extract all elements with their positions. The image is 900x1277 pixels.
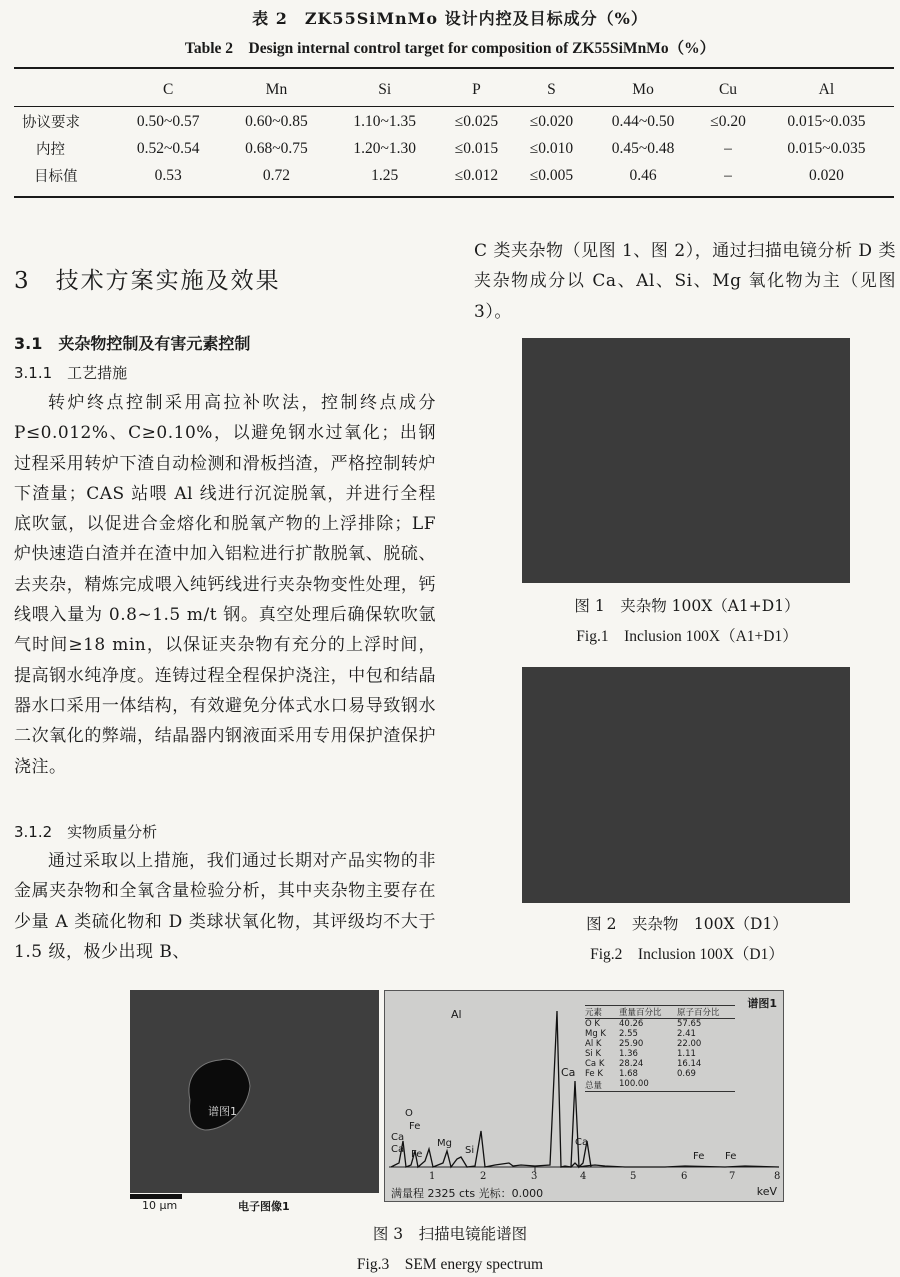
- table-cell: 1.25: [371, 166, 399, 184]
- table-cell: 0.53: [154, 166, 182, 184]
- peak-label-ca-low: Ca: [391, 1132, 405, 1143]
- element-cell: 16.14: [677, 1059, 702, 1069]
- x-tick-label: 6: [681, 1171, 688, 1182]
- element-cell: 100.00: [619, 1079, 649, 1089]
- inclusion-particle: [130, 990, 379, 1193]
- figure-2-caption-cn: 图 2 夹杂物 100X（D1）: [586, 915, 788, 933]
- table-cell: 0.72: [262, 166, 290, 184]
- spectrum-unit: keV: [756, 1185, 777, 1198]
- element-cell: 总量: [585, 1081, 603, 1091]
- figure-3-caption-cn: 图 3 扫描电镜能谱图: [372, 1225, 528, 1243]
- peak-label-ca: Ca: [561, 1066, 576, 1079]
- element-cell: Si K: [585, 1049, 602, 1059]
- x-tick-label: 7: [729, 1171, 736, 1182]
- subsection-title: 3.1 夹杂物控制及有害元素控制: [14, 334, 251, 353]
- row-label: 内控: [36, 142, 65, 158]
- table-cell: –: [724, 139, 732, 157]
- element-cell: 28.24: [619, 1059, 644, 1069]
- subsubsection-title-1: 3.1.1 工艺措施: [14, 364, 128, 382]
- table-row: [14, 108, 894, 135]
- element-cell: 1.11: [677, 1049, 696, 1059]
- x-tick-label: 5: [630, 1171, 637, 1182]
- element-cell: Al K: [585, 1039, 602, 1049]
- element-cell: 2.55: [619, 1029, 638, 1039]
- eds-spectrum-panel: [384, 990, 784, 1202]
- table-bottom-rule: [14, 196, 894, 198]
- table-header-cell: Al: [818, 81, 835, 98]
- element-cell: 40.26: [619, 1019, 644, 1029]
- x-tick-label: 4: [580, 1171, 587, 1182]
- table-caption-en: Table 2 Design internal control target for composition of ZK55SiMnMo（%）: [184, 40, 716, 57]
- subsubsection-title-2: 3.1.2 实物质量分析: [14, 823, 158, 841]
- element-cell: 57.65: [677, 1019, 702, 1029]
- x-tick-label: 8: [774, 1171, 781, 1182]
- figure-1-micrograph: [522, 338, 850, 583]
- table-cell: 0.015~0.035: [787, 139, 866, 157]
- composition-table: [14, 72, 894, 189]
- peak-label-ca-low-2: Ca: [391, 1144, 405, 1155]
- element-cell: O K: [585, 1019, 600, 1029]
- peak-label-fe-kb: Fe: [725, 1151, 737, 1162]
- table-header-cell: P: [472, 81, 481, 98]
- table-cell: –: [724, 166, 732, 184]
- table-cell: 0.68~0.75: [245, 139, 308, 157]
- peak-label-fe: Fe: [409, 1121, 421, 1132]
- table-cell: 0.50~0.57: [136, 112, 200, 130]
- figure-3-caption-en: Fig.3 SEM energy spectrum: [356, 1256, 544, 1273]
- peak-label-si: Si: [465, 1145, 475, 1156]
- row-label: 协议要求: [22, 115, 80, 131]
- x-tick-label: 2: [480, 1171, 487, 1182]
- row-label: 目标值: [34, 169, 78, 185]
- table-header-cell: Mn: [265, 81, 288, 98]
- paragraph-continued: C 类夹杂物（见图 1、图 2），通过扫描电镜分析 D 类夹杂物成分以 Ca、Al、Si、Mg 氧化物为主（见图 3）。: [474, 241, 896, 322]
- element-cell: 1.36: [619, 1049, 638, 1059]
- figure-2-micrograph: [522, 667, 850, 903]
- table-header-cell: [14, 72, 114, 108]
- table-caption-cn: 表 2 ZK55SiMnMo 设计内控及目标成分（%）: [252, 9, 648, 28]
- table-top-rule: [14, 67, 894, 69]
- table-cell: 0.015~0.035: [787, 112, 866, 130]
- peak-label-fe-low: Fe: [411, 1149, 423, 1160]
- element-cell: Fe K: [585, 1069, 603, 1079]
- element-cell: 25.90: [619, 1039, 644, 1049]
- table-cell: 0.44~0.50: [611, 112, 675, 130]
- table-cell: 0.020: [808, 166, 844, 184]
- table-row: [14, 135, 894, 162]
- section-title: 3 技术方案实施及效果: [14, 268, 281, 294]
- electron-image-label: 电子图像1: [238, 1200, 290, 1213]
- table-cell: 0.46: [629, 166, 657, 184]
- particle-label: 谱图1: [208, 1105, 237, 1118]
- weight-col-header: 重量百分比: [619, 1008, 662, 1018]
- element-cell: Mg K: [585, 1029, 607, 1039]
- element-cell: 1.68: [619, 1069, 638, 1079]
- element-cell: 2.41: [677, 1029, 696, 1039]
- table-header-cell: Cu: [718, 81, 738, 98]
- figure-2-caption-en: Fig.2 Inclusion 100X（D1）: [590, 946, 784, 963]
- table-cell: ≤0.020: [529, 112, 574, 130]
- paragraph-quality-analysis: 通过采取以上措施，我们通过长期对产品实物的非金属夹杂物和全氧含量检验分析，其中夹杂物主要存在少量 A 类硫化物和 D 类球状氧化物，其评级均不大于 1.5 级，极少出现 B、: [14, 851, 436, 962]
- peak-label-mg: Mg: [437, 1138, 452, 1149]
- table-cell: ≤0.010: [529, 139, 574, 157]
- table-header-cell: S: [547, 81, 556, 98]
- table-cell: ≤0.012: [454, 166, 499, 184]
- spectrum-trace-ca: [561, 1081, 591, 1167]
- spectrum-title: 谱图1: [747, 997, 777, 1010]
- table-header-row: [14, 72, 894, 108]
- table-header-cell: Si: [378, 81, 392, 98]
- sem-electron-image: [130, 990, 379, 1193]
- table-cell: ≤0.015: [454, 139, 499, 157]
- peak-label-o: O: [405, 1108, 413, 1119]
- table-cell: 0.60~0.85: [245, 112, 308, 130]
- scale-label: 10 μm: [142, 1199, 178, 1212]
- figure-1-caption-en: Fig.1 Inclusion 100X（A1+D1）: [576, 628, 798, 645]
- spectrum-plot: [385, 991, 783, 1201]
- element-cell: Ca K: [585, 1059, 605, 1069]
- x-tick-label: 3: [531, 1171, 538, 1182]
- element-cell: 22.00: [677, 1039, 702, 1049]
- paragraph-process-measures: 转炉终点控制采用高拉补吹法，控制终点成分 P≤0.012%、C≥0.10%，以避免钢水过氧化；出钢过程采用转炉下渣自动检测和滑板挡渣，严格控制转炉下渣量；CAS 站喂 Al 线进行沉淀脱氧，并进行全程底吹氩，以促进合金熔化和脱氧产物的上浮排除；LF 炉快速造白渣并在渣中加入铝粒进行扩散脱氧、脱硫、去夹杂，精炼完成喂入纯钙线进行夹杂物变性处理，钙线喂入量为 0.8~1.5 m/t 钢。真空处理后确保软吹氩气时间≥18 min，以保证夹杂物有充分的上浮时间，提高钢水纯净度。连铸过程全程保护浇注，中包和结晶器水口采用一体结构，有效避免分体式水口易导致钢水二次氧化的弊端，结晶器内钢液面采用专用保护渣保护浇注。: [14, 393, 436, 777]
- x-tick-label: 1: [429, 1171, 436, 1182]
- figure-1-caption-cn: 图 1 夹杂物 100X（A1+D1）: [574, 597, 800, 615]
- peak-label-al: Al: [451, 1008, 462, 1021]
- table-cell: ≤0.20: [710, 112, 746, 130]
- table-cell: ≤0.025: [454, 112, 499, 130]
- peak-label-ca-kb: Ca: [575, 1137, 589, 1148]
- table-cell: 1.10~1.35: [353, 112, 417, 130]
- element-cell: 0.69: [677, 1069, 696, 1079]
- table-cell: 1.20~1.30: [353, 139, 417, 157]
- table-cell: 0.52~0.54: [136, 139, 200, 157]
- atomic-col-header: 原子百分比: [677, 1008, 720, 1018]
- table-header-cell: Mo: [632, 81, 654, 98]
- spectrum-footer: 满量程 2325 cts 光标：0.000: [391, 1187, 544, 1200]
- table-header-cell: C: [162, 81, 174, 98]
- element-col-header: 元素: [585, 1008, 603, 1018]
- table-row: [14, 162, 894, 189]
- peak-label-fe-ka: Fe: [693, 1151, 705, 1162]
- table-cell: ≤0.005: [529, 166, 574, 184]
- table-cell: 0.45~0.48: [611, 139, 675, 157]
